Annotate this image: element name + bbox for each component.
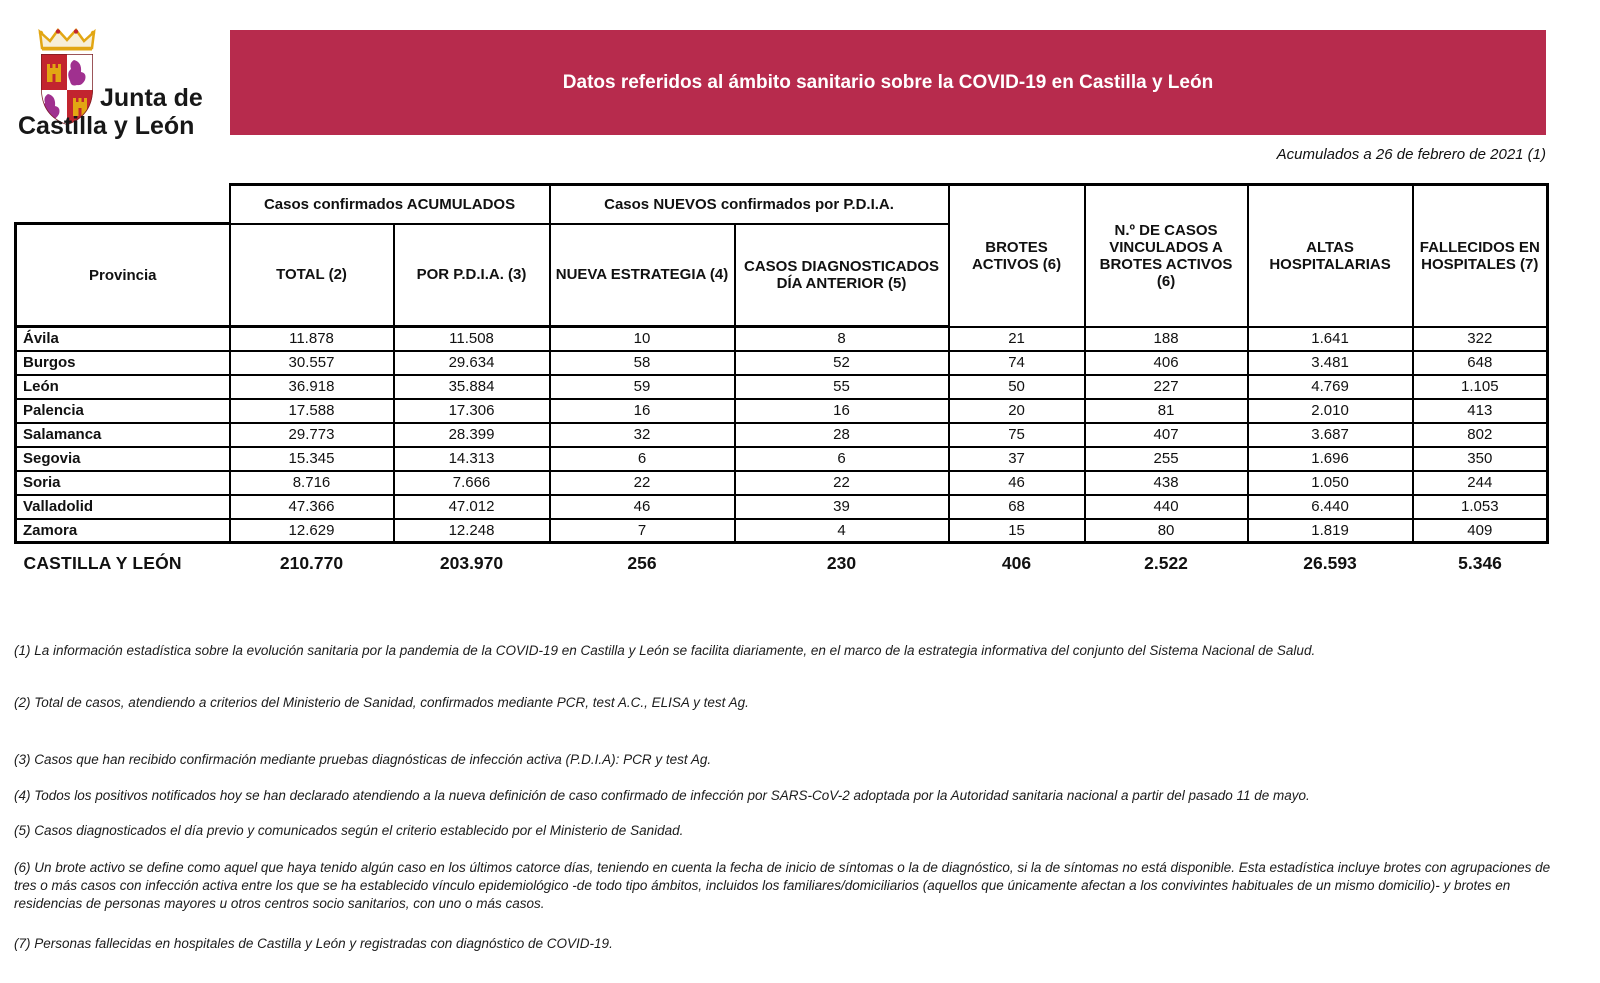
data-cell: 409 — [1413, 519, 1548, 543]
col-header-por-pdia: POR P.D.I.A. (3) — [394, 224, 550, 327]
data-cell: 244 — [1413, 471, 1548, 495]
data-cell: 1.053 — [1413, 495, 1548, 519]
data-cell: 52 — [735, 351, 949, 375]
data-cell: 21 — [949, 327, 1085, 351]
data-cell: 81 — [1085, 399, 1248, 423]
footnote-7: (7) Personas fallecidas en hospitales de Castilla y León y registradas con diagnóstico de COVID-19. — [14, 936, 613, 951]
col-header-brotes-activos: BROTES ACTIVOS (6) — [949, 185, 1085, 327]
totals-por-pdia: 203.970 — [439, 553, 504, 574]
totals-total: 210.770 — [279, 553, 344, 574]
data-cell: 413 — [1413, 399, 1548, 423]
totals-fallecidos: 5.346 — [1458, 553, 1502, 574]
data-cell: 32 — [550, 423, 735, 447]
footnote-1: (1) La información estadística sobre la evolución sanitaria por la pandemia de la COVID-19 en Castilla y León se facilita diariamente, en el marco de la estrategia informativa del conjunto del Sistema Nacional de Salud. — [14, 643, 1316, 658]
data-cell: 11.508 — [394, 327, 550, 351]
data-cell: 68 — [949, 495, 1085, 519]
totals-casos-diag: 230 — [826, 553, 857, 574]
data-cell: 227 — [1085, 375, 1248, 399]
crown-icon — [39, 29, 95, 50]
footnote-3: (3) Casos que han recibido confirmación mediante pruebas diagnósticas de infección activa (P.D.I.A): PCR y test Ag. — [14, 752, 712, 767]
data-cell: 3.687 — [1248, 423, 1413, 447]
totals-altas: 26.593 — [1303, 553, 1357, 574]
data-cell: 17.306 — [394, 399, 550, 423]
data-cell: 50 — [949, 375, 1085, 399]
footnotes — [14, 642, 1559, 953]
data-cell: 12.629 — [230, 519, 394, 543]
data-cell: 8.716 — [230, 471, 394, 495]
data-table — [14, 183, 1549, 579]
data-cell: 406 — [1085, 351, 1248, 375]
page-title: Datos referidos al ámbito sanitario sobre la COVID-19 en Castilla y León — [562, 71, 1214, 93]
data-cell: 58 — [550, 351, 735, 375]
data-cell: 438 — [1085, 471, 1248, 495]
data-cell: 14.313 — [394, 447, 550, 471]
footnote-4: (4) Todos los positivos notificados hoy se han declarado atendiendo a la nueva definición de caso confirmado de infección por SARS-CoV-2 adoptada por la Autoridad sanitaria nacional a partir del pasado 11 de mayo. — [14, 788, 1310, 803]
province-name: Ávila — [16, 327, 230, 351]
col-header-casos-diag: CASOS DIAGNOSTICADOS DÍA ANTERIOR (5) — [735, 224, 949, 327]
castle-icon — [47, 64, 61, 82]
date-note: Acumulados a 26 de febrero de 2021 (1) — [1276, 146, 1546, 163]
data-cell: 75 — [949, 423, 1085, 447]
totals-brotes: 406 — [1001, 553, 1032, 574]
table-body — [16, 327, 1548, 543]
footnote-5: (5) Casos diagnosticados el día previo y comunicados según el criterio establecido por el Ministerio de Sanidad. — [14, 823, 684, 838]
data-cell: 6.440 — [1248, 495, 1413, 519]
data-cell: 28 — [735, 423, 949, 447]
table-row — [16, 351, 1548, 375]
data-cell: 47.366 — [230, 495, 394, 519]
table-row — [16, 519, 1548, 543]
data-cell: 20 — [949, 399, 1085, 423]
data-cell: 407 — [1085, 423, 1248, 447]
province-name: León — [16, 375, 230, 399]
data-cell: 1.105 — [1413, 375, 1548, 399]
banner — [230, 30, 1546, 135]
table-row — [16, 423, 1548, 447]
data-cell: 350 — [1413, 447, 1548, 471]
group-header-accumulated: Casos confirmados ACUMULADOS — [230, 185, 550, 224]
data-cell: 36.918 — [230, 375, 394, 399]
data-cell: 47.012 — [394, 495, 550, 519]
col-header-altas: ALTAS HOSPITALARIAS — [1248, 185, 1413, 327]
data-cell: 22 — [550, 471, 735, 495]
data-cell: 1.696 — [1248, 447, 1413, 471]
data-cell: 7 — [550, 519, 735, 543]
data-cell: 4.769 — [1248, 375, 1413, 399]
province-name: Soria — [16, 471, 230, 495]
empty-corner-cell — [16, 185, 230, 224]
data-cell: 59 — [550, 375, 735, 399]
table-row — [16, 447, 1548, 471]
data-cell: 30.557 — [230, 351, 394, 375]
data-cell: 3.481 — [1248, 351, 1413, 375]
data-cell: 6 — [550, 447, 735, 471]
data-cell: 6 — [735, 447, 949, 471]
data-cell: 322 — [1413, 327, 1548, 351]
data-cell: 1.641 — [1248, 327, 1413, 351]
data-cell: 10 — [550, 327, 735, 351]
data-cell: 255 — [1085, 447, 1248, 471]
data-cell: 35.884 — [394, 375, 550, 399]
data-cell: 39 — [735, 495, 949, 519]
data-cell: 15.345 — [230, 447, 394, 471]
data-cell: 16 — [550, 399, 735, 423]
data-cell: 37 — [949, 447, 1085, 471]
table-row — [16, 327, 1548, 351]
data-cell: 7.666 — [394, 471, 550, 495]
data-cell: 1.819 — [1248, 519, 1413, 543]
footnote-2: (2) Total de casos, atendiendo a criterios del Ministerio de Sanidad, confirmados mediante PCR, test A.C., ELISA y test Ag. — [14, 695, 749, 710]
data-cell: 802 — [1413, 423, 1548, 447]
data-cell: 46 — [949, 471, 1085, 495]
col-header-provincia: Provincia — [16, 224, 230, 327]
logo-text-line2: Castilla y León — [18, 112, 195, 140]
totals-nueva-estrategia: 256 — [627, 553, 657, 574]
footnote-6: (6) Un brote activo se define como aquel que haya tenido algún caso en los últimos catorce días, teniendo en cuenta la fecha de inicio de síntomas o la de diagnóstico, si la de síntomas no está disponible. Esta estadística incluye brotes con agrupaciones de tres o más casos con infección activa entre los que se ha establecido vínculo epidemiológico -de todo tipo ámbitos, incluidos los familiares/domiciliarios (aquellos que únicamente afectan a los convivintes habituales de un mismo domicilio)- y brotes en residencias de personas mayores u otros centros socio sanitarios, con uno o más casos. — [14, 860, 1551, 911]
province-name: Segovia — [16, 447, 230, 471]
data-cell: 440 — [1085, 495, 1248, 519]
province-name: Salamanca — [16, 423, 230, 447]
group-header-row — [16, 185, 1548, 224]
table-row — [16, 375, 1548, 399]
col-header-total: TOTAL (2) — [230, 224, 394, 327]
table-row — [16, 471, 1548, 495]
data-cell: 4 — [735, 519, 949, 543]
col-header-fallecidos: FALLECIDOS EN HOSPITALES (7) — [1413, 185, 1548, 327]
col-header-nueva-estrategia: NUEVA ESTRATEGIA (4) — [550, 224, 735, 327]
data-cell: 15 — [949, 519, 1085, 543]
data-cell: 80 — [1085, 519, 1248, 543]
data-cell: 29.773 — [230, 423, 394, 447]
province-name: Zamora — [16, 519, 230, 543]
logo-text-line1: Junta de — [100, 84, 203, 112]
data-cell: 22 — [735, 471, 949, 495]
data-cell: 17.588 — [230, 399, 394, 423]
data-cell: 1.050 — [1248, 471, 1413, 495]
totals-label: CASTILLA Y LEÓN — [23, 553, 182, 574]
totals-row — [16, 543, 1548, 579]
data-cell: 46 — [550, 495, 735, 519]
data-cell: 11.878 — [230, 327, 394, 351]
table-row — [16, 399, 1548, 423]
covid-data-table — [14, 183, 1546, 579]
data-cell: 648 — [1413, 351, 1548, 375]
group-header-new-pdia: Casos NUEVOS confirmados por P.D.I.A. — [550, 185, 949, 224]
table-row — [16, 495, 1548, 519]
data-cell: 74 — [949, 351, 1085, 375]
province-name: Palencia — [16, 399, 230, 423]
province-name: Burgos — [16, 351, 230, 375]
data-cell: 8 — [735, 327, 949, 351]
data-cell: 16 — [735, 399, 949, 423]
data-cell: 2.010 — [1248, 399, 1413, 423]
junta-castilla-leon-logo — [18, 26, 228, 144]
col-header-casos-vinculados: N.º DE CASOS VINCULADOS A BROTES ACTIVOS (6) — [1085, 185, 1248, 327]
data-cell: 188 — [1085, 327, 1248, 351]
totals-vinculados: 2.522 — [1144, 553, 1188, 574]
province-name: Valladolid — [16, 495, 230, 519]
data-cell: 12.248 — [394, 519, 550, 543]
data-cell: 28.399 — [394, 423, 550, 447]
data-cell: 29.634 — [394, 351, 550, 375]
data-cell: 55 — [735, 375, 949, 399]
